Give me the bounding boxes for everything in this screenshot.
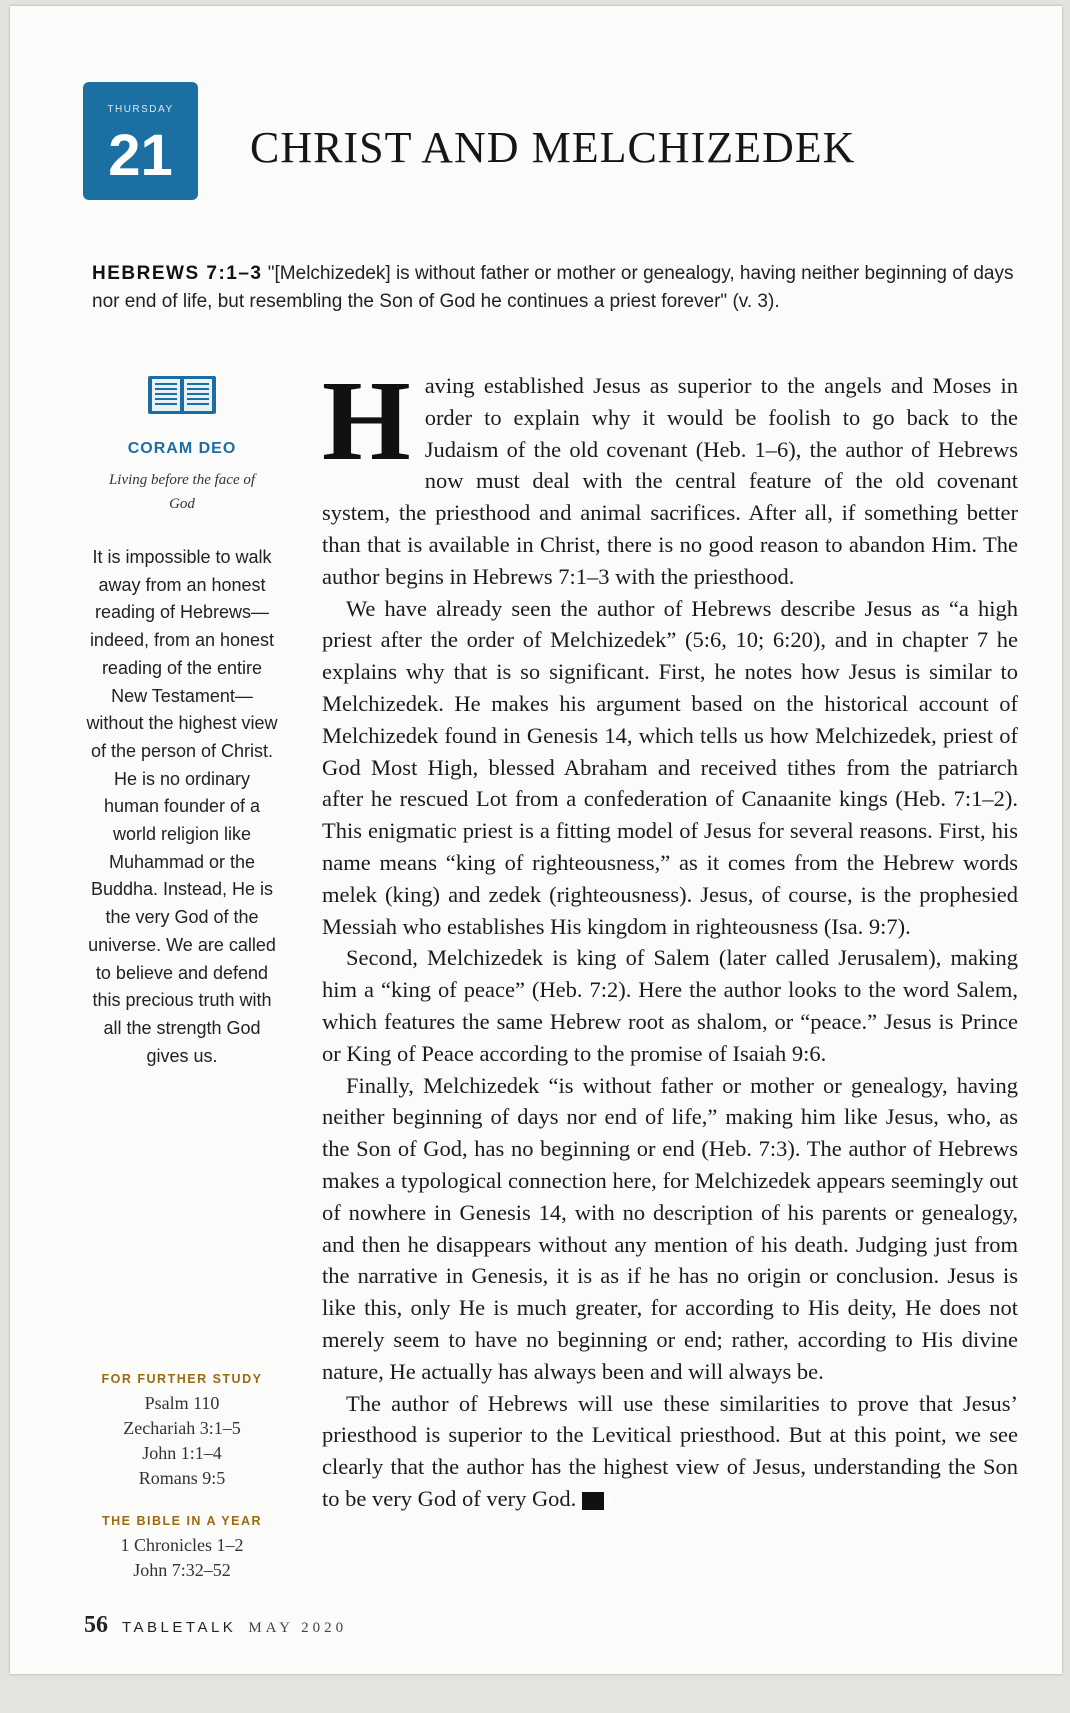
date-badge <box>83 82 198 200</box>
further-study-label: FOR FURTHER STUDY <box>101 1372 263 1386</box>
coram-deo-subheading: Living before the face of God <box>108 472 256 512</box>
further-study-ref: Psalm 110 <box>144 1393 220 1413</box>
open-book-icon <box>146 372 218 418</box>
magazine-page <box>10 6 1062 1674</box>
page-footer <box>84 1612 347 1639</box>
further-study-ref: John 1:1–4 <box>142 1443 222 1463</box>
bible-in-year-ref: John 7:32–52 <box>133 1560 231 1580</box>
key-verse-reference: HEBREWS 7:1–3 <box>92 263 263 284</box>
further-study-list <box>82 1391 282 1491</box>
magazine-name: TABLETALK <box>122 1619 237 1636</box>
article-paragraph <box>322 357 1018 593</box>
coram-deo-body: It is impossible to walk away from an honest reading of Hebrews—indeed, from an honest reading of the entire New Testament—without the highest view of the person of Christ. He is no ordinary human founder of a world religion like Muhammad or the Buddha. Instead, He is the very God of the universe. We are called to believe and defend this precious truth with all the strength God gives us. <box>86 547 278 1066</box>
article-paragraph: Second, Melchizedek is king of Salem (later called Jerusalem), making him a “king of peace” (Heb. 7:2). Here the author looks to the word Salem, which features the same Hebrew root as shalom, or “peace.” Jesus is Prince or King of Peace according to the promise of Isaiah 9:6. <box>322 945 1018 1066</box>
bible-in-year-list <box>82 1533 282 1583</box>
page-title: CHRIST AND MELCHIZEDEK <box>250 123 856 172</box>
article-paragraph: We have already seen the author of Hebrews describe Jesus as “a high priest after the order of Melchizedek” (5:6, 10; 6:20), and in chapter 7 he explains why that is so significant. First, he notes how Jesus is similar to Melchizedek. He makes his argument based on the historical account of Melchizedek found in Genesis 14, which tells us how Melchizedek, priest of God Most High, blessed Abraham and received tithes from the patriarch after he rescued Lot from a confederation of Canaanite kings (Heb. 7:1–2). This enigmatic priest is a fitting model of Jesus for several reasons. First, his name means “king of righteousness,” as it comes from the Hebrew words melek (king) and zedek (righteousness). Jesus, of course, is the prophesied Messiah who establishes His kingdom in righteousness (Isa. 9:7). <box>322 595 1018 939</box>
further-study-ref: Zechariah 3:1–5 <box>123 1418 241 1438</box>
page-number: 56 <box>84 1612 108 1638</box>
further-study-ref: Romans 9:5 <box>138 1468 226 1488</box>
end-mark-icon: T <box>582 1492 604 1510</box>
coram-deo-heading: CORAM DEO <box>127 440 237 457</box>
bible-in-year-ref: 1 Chronicles 1–2 <box>120 1535 244 1555</box>
drop-cap: H <box>322 357 411 484</box>
issue-date: MAY 2020 <box>248 1620 348 1636</box>
key-verse-text: "[Melchizedek] is without father or mother or genealogy, having neither beginning of days nor end of life, but resembling the Son of God he continues a priest forever" (v. 3). <box>92 263 1014 312</box>
paragraph-text: aving established Jesus as superior to the angels and Moses in order to explain why it would be foolish to go back to the Judaism of the old covenant (Heb. 1–6), the author of Hebrews now must deal with the central feature of the old covenant system, the priesthood and animal sacrifices. After all, if something better than that is available in Christ, there is no good reason to abandon Him. The author begins in Hebrews 7:1–3 with the priesthood. <box>322 373 1018 589</box>
article-paragraph: Finally, Melchizedek “is without father or mother or genealogy, having neither beginning of days nor end of life,” making him like Jesus, who, as the Son of God, has no beginning or end (Heb. 7:3). The author of Hebrews makes a typological connection here, for Melchizedek appears seemingly out of nowhere in Genesis 14, with no description of his parents or genealogy, and then he disappears without any mention of his death. Judging just from the narrative in Genesis, it is as if he has no origin or conclusion. Jesus is like this, only He is much greater, for according to His deity, He does not merely seem to have no beginning or end; rather, according to His divine nature, He actually has always been and will always be. <box>322 1072 1018 1384</box>
day-number: 21 <box>108 123 173 188</box>
bible-in-year-label: THE BIBLE IN A YEAR <box>102 1514 262 1528</box>
article-paragraph <box>322 1388 1018 1515</box>
paragraph-text: The author of Hebrews will use these similarities to prove that Jesus’ priesthood is superior to the Levitical priesthood. But at this point, we see clearly that the author has the highest view of Jesus, understanding the Son to be very God of very God. <box>322 1390 1018 1511</box>
article-body <box>322 357 1018 1515</box>
weekday-label: THURSDAY <box>107 104 174 115</box>
key-verse <box>92 260 1028 316</box>
